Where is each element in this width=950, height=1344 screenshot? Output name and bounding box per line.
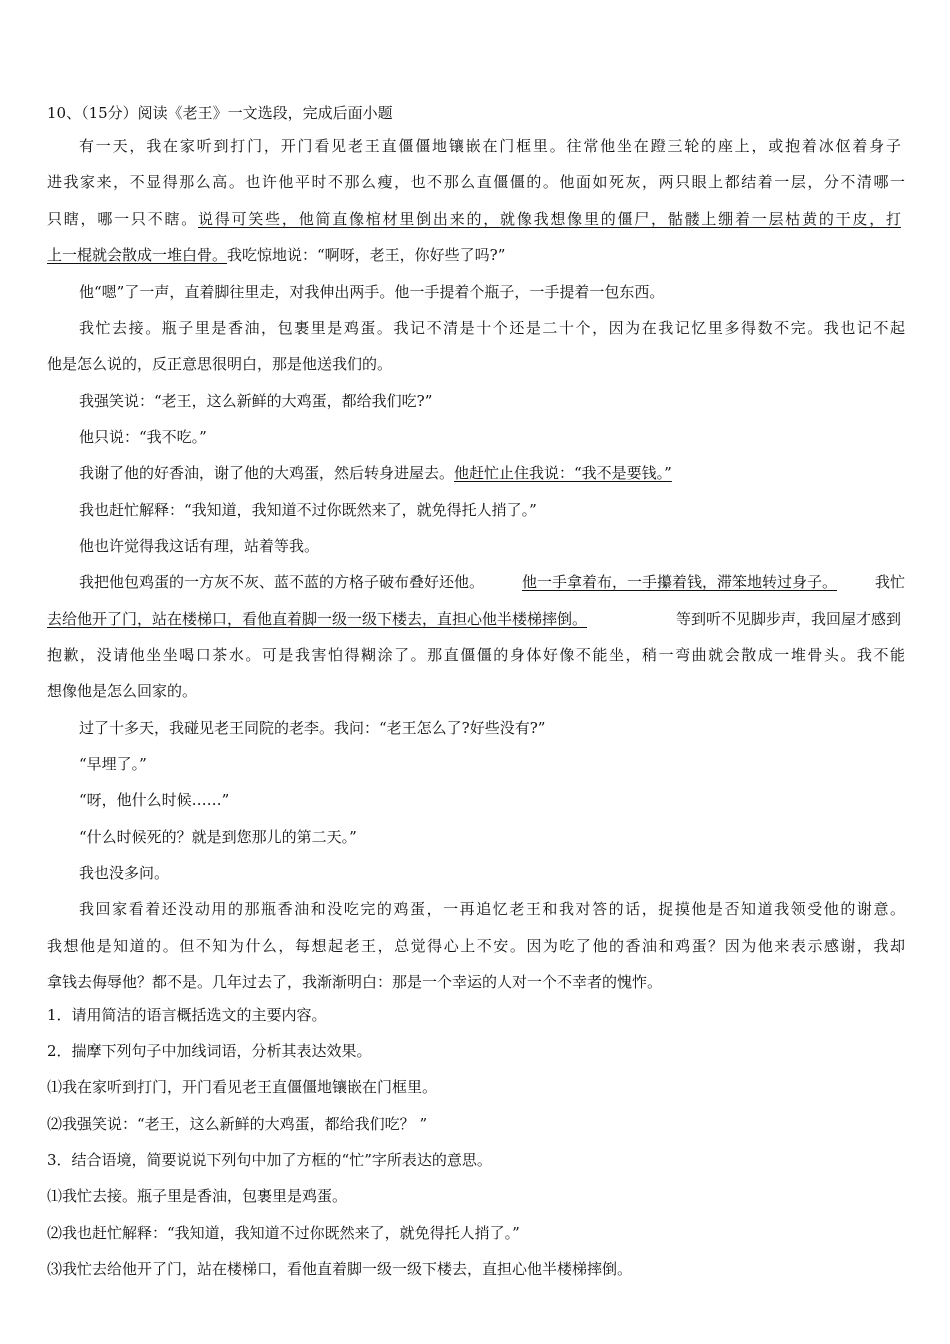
underlined-sentence: 说得可笑些，他简直像棺材里倒出来的，就像我想像里的僵尸，骷髅上绷着一层枯黄的干皮，打 [198, 210, 901, 228]
passage-line: 他是怎么说的，反正意思很明白，那是他送我们的。 [47, 355, 393, 373]
passage-line: 我想他是知道的。但不知为什么，每想起老王，总觉得心上不安。因为吃了他的香油和鸡蛋？因为他来表示感谢，我却 [47, 937, 905, 955]
passage-line: 想像他是怎么回家的。 [47, 682, 198, 700]
passage-line: 只瞎，哪一只不瞎。说得可笑些，他简直像棺材里倒出来的，就像我想像里的僵尸，骷髅上绷着一层枯黄的干皮，打 [47, 210, 901, 228]
passage-line: 我回家看着还没动用的那瓶香油和没吃完的鸡蛋，一再追忆老王和我对答的话，捉摸他是否知道我领受他的谢意。 [79, 900, 905, 918]
underlined-sentence: 他一手拿着布，一手攥着钱，滞笨地转过身子。 [521, 573, 837, 591]
subquestion-3-item-1: ⑴我忙去接。瓶子里是香油，包裹里是鸡蛋。 [47, 1187, 348, 1205]
passage-line: 他也许觉得我这话有理，站着等我。 [79, 537, 320, 555]
passage-line: 我也没多问。 [79, 864, 170, 882]
passage-line: “什么时候死的？就是到您那儿的第二天。” [79, 828, 357, 846]
passage-line: “早埋了。” [79, 755, 147, 773]
passage-line: 上一棍就会散成一堆白骨。我吃惊地说：“啊呀，老王，你好些了吗?” [47, 246, 506, 264]
underlined-sentence: 上一棍就会散成一堆白骨。 [47, 246, 228, 264]
passage-line: 我忙去接。瓶子里是香油，包裹里是鸡蛋。我记不清是十个还是二十个，因为在我记忆里多得数不完。我也记不起 [79, 319, 905, 337]
passage-line: 拿钱去侮辱他？都不是。几年过去了，我渐渐明白：那是一个幸运的人对一个不幸者的愧怍。 [47, 973, 663, 991]
underlined-sentence: 他赶忙止住我说：“我不是要钱。” [454, 464, 672, 482]
subquestion-3-item-2: ⑵我也赶忙解释：“我知道，我知道不过你既然来了，就免得托人捎了。” [47, 1224, 520, 1242]
subquestion-2-item-2: ⑵我强笑说：“老王，这么新鲜的大鸡蛋，都给我们吃？ ” [47, 1115, 428, 1133]
passage-line: 去给他开了门，站在楼梯口，看他直着脚一级一级下楼去，直担心他半楼梯摔倒。 等到听不见脚步声，我回屋才感到 [47, 610, 901, 628]
subquestion-2: 2．揣摩下列句子中加线词语，分析其表达效果。 [47, 1042, 372, 1060]
subquestion-1: 1．请用简洁的语言概括选文的主要内容。 [47, 1006, 327, 1024]
passage-line: “呀，他什么时候……” [79, 791, 230, 809]
question-header: 10、（15分）阅读《老王》一文选段，完成后面小题 [47, 104, 393, 122]
passage-line: 他只说：“我不吃。” [79, 428, 207, 446]
passage-line: 他“嗯”了一声，直着脚往里走，对我伸出两手。他一手提着个瓶子，一手提着一包东西。 [79, 283, 665, 301]
passage-line: 抱歉，没请他坐坐喝口茶水。可是我害怕得糊涂了。那直僵僵的身体好像不能坐，稍一弯曲就会散成一堆骨头。我不能 [47, 646, 905, 664]
passage-line: 我谢了他的好香油，谢了他的大鸡蛋，然后转身进屋去。他赶忙止住我说：“我不是要钱。” [79, 464, 672, 482]
passage-line: 我也赶忙解释：“我知道，我知道不过你既然来了，就免得托人捎了。” [79, 501, 537, 519]
passage-line: 有一天，我在家听到打门，开门看见老王直僵僵地镶嵌在门框里。往常他坐在蹬三轮的座上，或抱着冰伛着身子 [79, 137, 901, 155]
subquestion-3-item-3: ⑶我忙去给他开了门，站在楼梯口，看他直着脚一级一级下楼去，直担心他半楼梯摔倒。 [47, 1260, 633, 1278]
passage-line: 进我家来，不显得那么高。也许他平时不那么瘦，也不那么直僵僵的。他面如死灰，两只眼上都结着一层，分不清哪一 [47, 173, 905, 191]
passage-line: 我把他包鸡蛋的一方灰不灰、蓝不蓝的方格子破布叠好还他。 他一手拿着布，一手攥着钱，滞笨地转过身子。 我忙 [79, 573, 905, 591]
underlined-sentence: 去给他开了门，站在楼梯口，看他直着脚一级一级下楼去，直担心他半楼梯摔倒。 [47, 610, 588, 628]
passage-line: 过了十多天，我碰见老王同院的老李。我问：“老王怎么了?好些没有?” [79, 719, 546, 737]
subquestion-2-item-1: ⑴我在家听到打门，开门看见老王直僵僵地镶嵌在门框里。 [47, 1078, 438, 1096]
passage-line: 我强笑说：“老王，这么新鲜的大鸡蛋，都给我们吃?” [79, 392, 433, 410]
subquestion-3: 3．结合语境，简要说说下列句中加了方框的“忙”字所表达的意思。 [47, 1151, 492, 1169]
